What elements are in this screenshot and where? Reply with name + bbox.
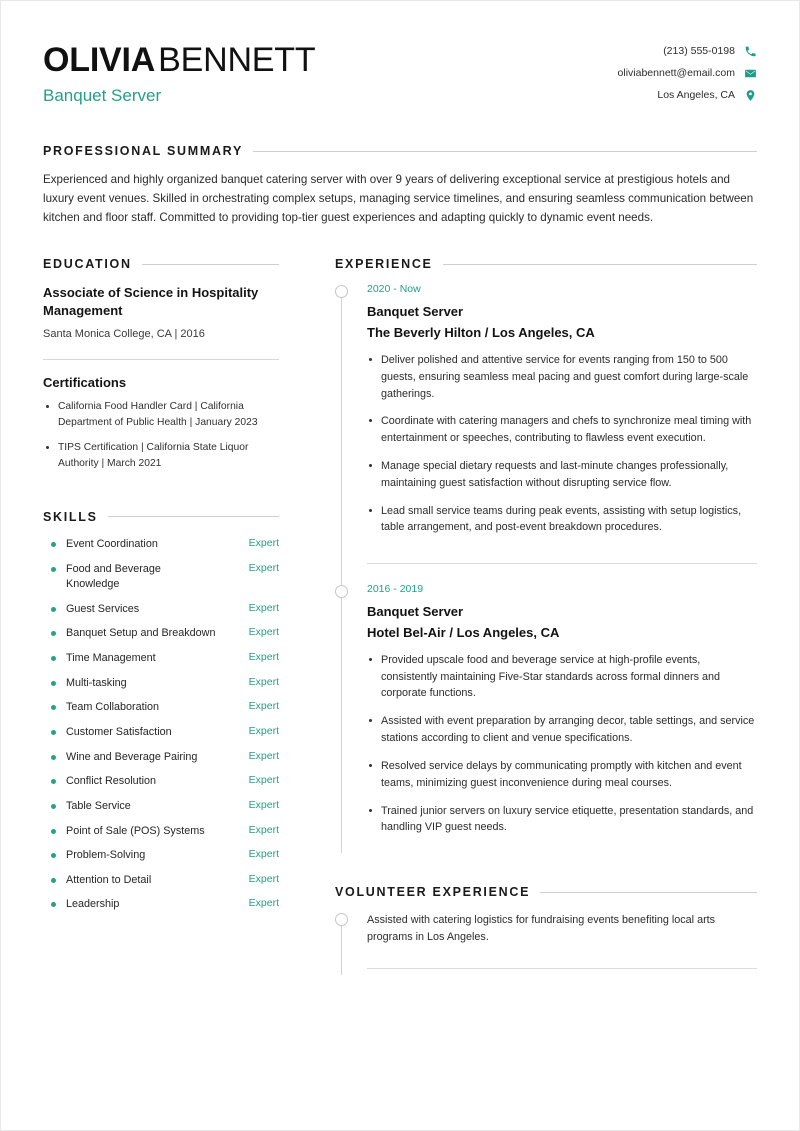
location-icon xyxy=(744,89,757,102)
education-heading xyxy=(43,257,279,271)
skill-level: Expert xyxy=(248,700,279,713)
skill-level: Expert xyxy=(248,897,279,910)
skill-left xyxy=(43,750,241,766)
summary-heading-text: PROFESSIONAL SUMMARY xyxy=(43,144,243,158)
list-item xyxy=(43,799,279,815)
list-item: Assisted with event preparation by arranging decor, table settings, and service stations according to client and venue specifications. xyxy=(367,713,757,747)
skill-left xyxy=(43,700,241,716)
list-item xyxy=(43,750,279,766)
skill-level: Expert xyxy=(248,561,279,574)
skill-left xyxy=(43,725,241,741)
list-item: TIPS Certification | California State Liquor Authority | March 2021 xyxy=(43,440,279,472)
certifications-section xyxy=(43,375,279,472)
contact-phone-text: (213) 555-0198 xyxy=(663,45,735,58)
list-item xyxy=(43,537,279,553)
volunteer-item xyxy=(335,912,757,975)
skill-name: Wine and Beverage Pairing xyxy=(66,750,198,763)
skill-level: Expert xyxy=(248,848,279,861)
right-column xyxy=(335,257,757,975)
bullet-icon xyxy=(51,779,56,784)
section-divider xyxy=(43,359,279,360)
skill-name: Customer Satisfaction xyxy=(66,725,172,738)
skill-left xyxy=(43,873,241,889)
bullet-icon xyxy=(51,902,56,907)
list-item: Deliver polished and attentive service for events ranging from 150 to 500 guests, ensuring seamless meal pacing and guest comfort during large-scale gatherings. xyxy=(367,352,757,402)
experience-timeline xyxy=(335,284,757,853)
list-item: Provided upscale food and beverage service at high-profile events, consistently maintaining Five-Star standards across formal dinners and corporate functions. xyxy=(367,652,757,702)
experience-org: Hotel Bel-Air / Los Angeles, CA xyxy=(367,624,560,640)
skill-left xyxy=(43,676,241,692)
bullet-icon xyxy=(51,853,56,858)
list-item xyxy=(43,824,279,840)
list-item xyxy=(43,700,279,716)
skill-name: Team Collaboration xyxy=(66,701,160,714)
job-title: Banquet Server xyxy=(43,86,162,106)
skill-name: Event Coordination xyxy=(66,537,158,550)
certifications-heading: Certifications xyxy=(43,375,127,391)
skill-left xyxy=(43,537,241,553)
skill-name: Point of Sale (POS) Systems xyxy=(66,824,205,837)
volunteer-text: Assisted with catering logistics for fundraising events benefiting local arts programs in Los Angeles. xyxy=(367,914,716,944)
heading-rule xyxy=(540,892,757,893)
list-item xyxy=(43,873,279,889)
timeline-marker-icon xyxy=(335,585,348,598)
list-item: Resolved service delays by communicating promptly with kitchen and event teams, minimizing guest inconvenience during meal courses. xyxy=(367,758,757,792)
first-name: OLIVIA xyxy=(43,41,156,79)
contact-email-text: oliviabennett@email.com xyxy=(617,67,735,80)
volunteer-timeline xyxy=(335,912,757,975)
contact-location[interactable] xyxy=(618,89,757,102)
experience-date: 2016 - 2019 xyxy=(367,583,424,596)
name-block xyxy=(43,39,315,106)
skill-left xyxy=(43,562,241,593)
bullet-icon xyxy=(51,681,56,686)
skill-name: Conflict Resolution xyxy=(66,775,157,788)
resume-header xyxy=(43,35,757,111)
education-school: Santa Monica College, CA | 2016 xyxy=(43,327,205,340)
experience-heading xyxy=(335,257,757,271)
timeline-marker-icon xyxy=(335,913,348,926)
skill-left xyxy=(43,651,241,667)
skill-name: Problem-Solving xyxy=(66,849,146,862)
list-item: Trained junior servers on luxury service etiquette, presentation standards, and handling VIP guest needs. xyxy=(367,803,757,837)
list-item xyxy=(43,651,279,667)
list-item xyxy=(43,602,279,618)
skill-name: Banquet Setup and Breakdown xyxy=(66,627,216,640)
skill-level: Expert xyxy=(248,536,279,549)
skill-name: Attention to Detail xyxy=(66,873,152,886)
skill-level: Expert xyxy=(248,724,279,737)
contact-location-text: Los Angeles, CA xyxy=(657,89,735,102)
list-item xyxy=(43,676,279,692)
skill-level: Expert xyxy=(248,798,279,811)
skill-name: Table Service xyxy=(66,799,131,812)
heading-rule xyxy=(253,151,757,152)
list-item: Lead small service teams during peak events, assisting with setup logistics, table arrangement, and post-event breakdown procedures. xyxy=(367,503,757,537)
contact-block xyxy=(618,39,757,111)
heading-rule xyxy=(443,264,757,265)
experience-role: Banquet Server xyxy=(367,303,464,319)
summary-section xyxy=(43,144,757,227)
list-item xyxy=(43,626,279,642)
experience-item xyxy=(335,584,757,853)
bullet-icon xyxy=(51,878,56,883)
education-section xyxy=(43,257,279,342)
contact-email[interactable] xyxy=(618,67,757,80)
skill-left xyxy=(43,602,241,618)
experience-item xyxy=(335,284,757,553)
skill-left xyxy=(43,848,241,864)
heading-rule xyxy=(142,264,279,265)
phone-icon xyxy=(744,45,757,58)
experience-section xyxy=(335,257,757,853)
list-item xyxy=(43,897,279,913)
skill-name: Multi-tasking xyxy=(66,676,127,689)
skill-level: Expert xyxy=(248,626,279,639)
skill-name: Food and Beverage Knowledge xyxy=(66,562,161,591)
bullet-icon xyxy=(51,705,56,710)
list-item: Coordinate with catering managers and chefs to synchronize meal timing with entertainment or speeches, contributing to flawless event execution. xyxy=(367,413,757,447)
volunteer-divider xyxy=(367,968,757,969)
list-item xyxy=(43,848,279,864)
bullet-icon xyxy=(51,755,56,760)
volunteer-heading xyxy=(335,885,757,899)
bullet-icon xyxy=(51,631,56,636)
volunteer-section xyxy=(335,885,757,975)
skill-level: Expert xyxy=(248,823,279,836)
education-heading-text: EDUCATION xyxy=(43,257,132,272)
experience-bullets xyxy=(367,352,757,536)
skill-level: Expert xyxy=(248,774,279,787)
bullet-icon xyxy=(51,730,56,735)
list-item xyxy=(43,774,279,790)
skill-left xyxy=(43,626,241,642)
full-name xyxy=(43,41,315,79)
certifications-list xyxy=(43,399,279,472)
experience-divider xyxy=(367,563,757,564)
list-item xyxy=(43,562,279,593)
skill-level: Expert xyxy=(248,601,279,614)
experience-bullets xyxy=(367,652,757,836)
experience-org: The Beverly Hilton / Los Angeles, CA xyxy=(367,324,595,340)
skills-heading-text: SKILLS xyxy=(43,509,98,524)
skill-level: Expert xyxy=(248,675,279,688)
last-name: BENNETT xyxy=(158,41,316,79)
contact-phone[interactable] xyxy=(618,45,757,58)
skill-name: Guest Services xyxy=(66,602,140,615)
bullet-icon xyxy=(51,607,56,612)
education-degree: Associate of Science in Hospitality Management xyxy=(43,285,259,318)
bullet-icon xyxy=(51,542,56,547)
bullet-icon xyxy=(51,656,56,661)
skills-heading xyxy=(43,510,279,524)
email-icon xyxy=(744,67,757,80)
experience-date: 2020 - Now xyxy=(367,283,421,296)
skill-left xyxy=(43,824,241,840)
experience-heading-text: EXPERIENCE xyxy=(335,257,433,272)
summary-heading xyxy=(43,144,757,158)
summary-body: Experienced and highly organized banquet catering server with over 9 years of delivering exceptional service at prestigious hotels and luxury event venues. Skilled in orchestrating complex setups, managing service timelines, and ensuring seamless communication between kitchen and floor staff. Committed to providing top-tier guest experiences and adapting quickly to dynamic event needs. xyxy=(43,173,754,224)
left-column xyxy=(43,257,279,922)
volunteer-heading-text: VOLUNTEER EXPERIENCE xyxy=(335,885,531,900)
content-columns xyxy=(43,257,757,975)
bullet-icon xyxy=(51,804,56,809)
skill-level: Expert xyxy=(248,749,279,762)
skill-name: Leadership xyxy=(66,898,120,911)
skill-level: Expert xyxy=(248,651,279,664)
heading-rule xyxy=(108,516,279,517)
bullet-icon xyxy=(51,829,56,834)
bullet-icon xyxy=(51,567,56,572)
skills-section xyxy=(43,510,279,913)
skill-left xyxy=(43,897,241,913)
list-item: California Food Handler Card | California Department of Public Health | January 2023 xyxy=(43,399,279,431)
list-item xyxy=(43,725,279,741)
skill-left xyxy=(43,774,241,790)
skill-level: Expert xyxy=(248,872,279,885)
list-item: Manage special dietary requests and last-minute changes professionally, maintaining guest satisfaction without disrupting service flow. xyxy=(367,458,757,492)
experience-role: Banquet Server xyxy=(367,603,464,619)
skill-left xyxy=(43,799,241,815)
timeline-marker-icon xyxy=(335,285,348,298)
skill-name: Time Management xyxy=(66,652,156,665)
